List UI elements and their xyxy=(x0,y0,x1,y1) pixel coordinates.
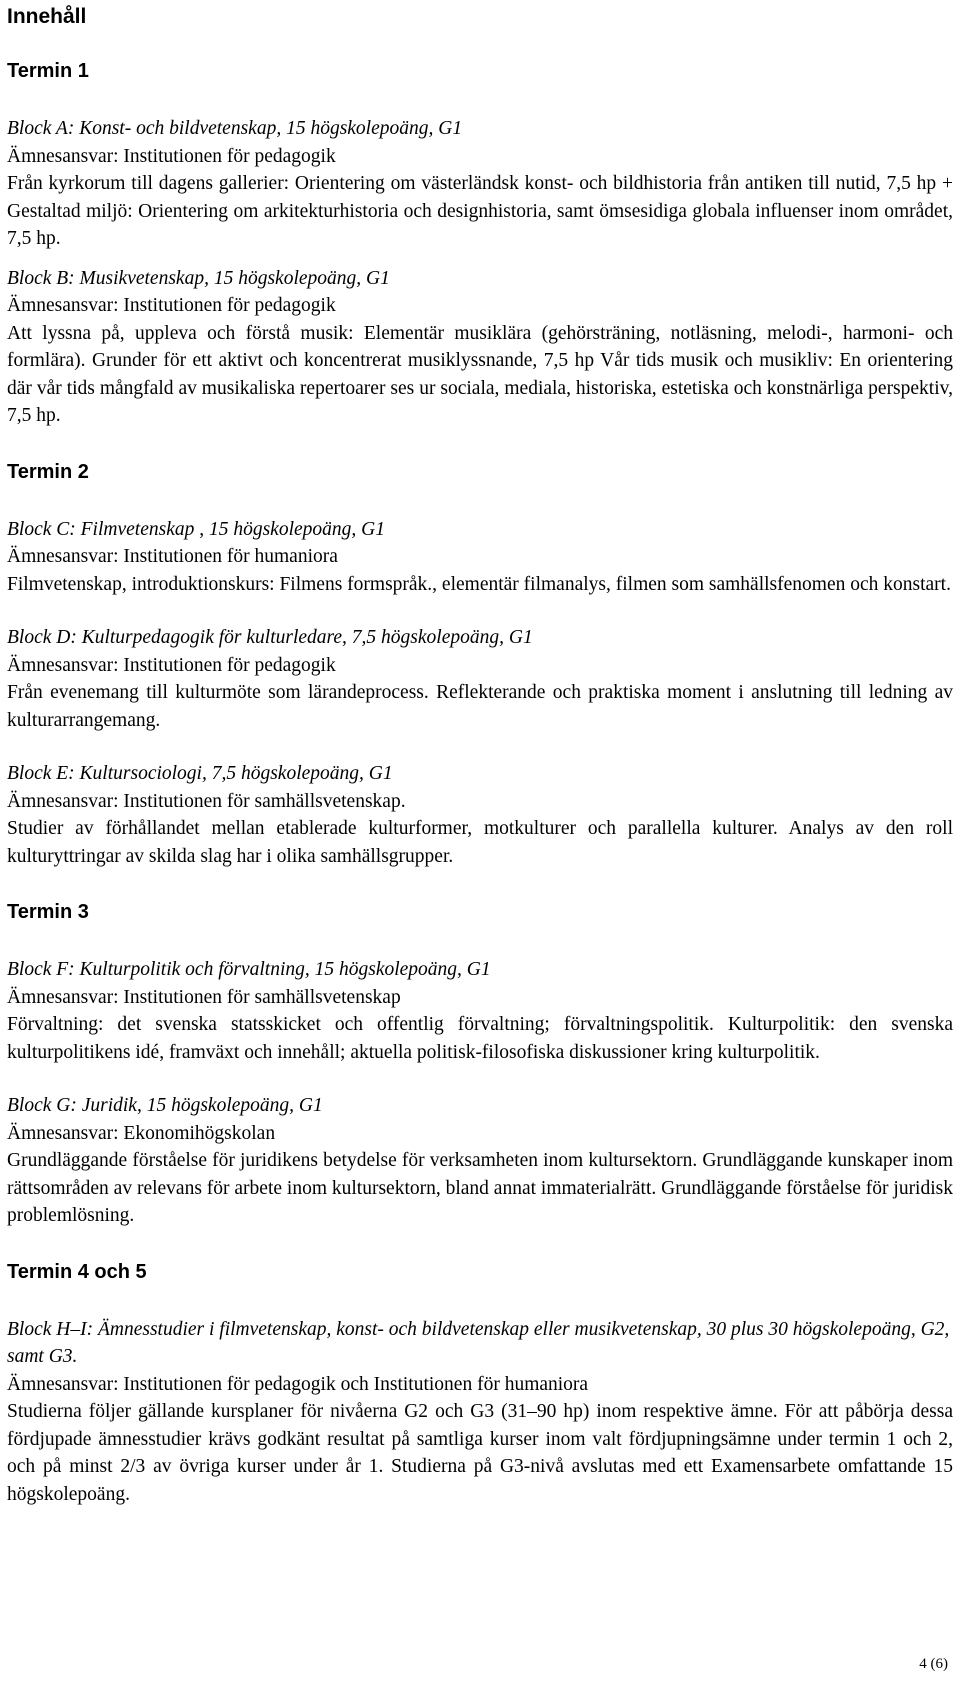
course-block xyxy=(7,956,953,1066)
term-section xyxy=(7,458,953,871)
page-number: 4 (6) xyxy=(919,1656,948,1672)
block-description: Studier av förhållandet mellan etablerade kulturformer, motkulturer och parallella kulturer. Analys av den roll kulturyttringar av skilda slag har i olika samhällsgrupper. xyxy=(7,818,953,867)
course-block xyxy=(7,265,953,430)
block-responsible: Ämnesansvar: Institutionen för humaniora xyxy=(7,546,338,567)
block-description: Från evenemang till kulturmöte som lärandeprocess. Reflekterande och praktiska moment i anslutning till ledning av kulturarrangemang. xyxy=(7,682,953,731)
block-title: Block A: Konst- och bildvetenskap, 15 högskolepoäng, G1 xyxy=(7,118,463,139)
block-title: Block H–I: Ämnesstudier i filmvetenskap, konst- och bildvetenskap eller musikvetenskap, 30 plus 30 högskolepoäng, G2, samt G3. xyxy=(7,1318,950,1367)
block-title: Block B: Musikvetenskap, 15 högskolepoäng, G1 xyxy=(7,267,390,289)
block-responsible: Ämnesansvar: Institutionen för samhällsvetenskap. xyxy=(7,790,406,812)
term-section xyxy=(7,1258,953,1509)
block-description: Att lyssna på, uppleva och förstå musik: Elementär musiklära (gehörsträning, notläsning, melodi-, harmoni- och formlära). Grunder för ett aktivt och koncentrerat musiklyssnande, 7,5 hp Vår tids musik och musikliv: En orientering där vår tids mångfald av musikaliska repertoarer ses ur sociala, mediala, historiska, estetiska och konstnärliga perspektiv, 7,5 hp. xyxy=(7,322,953,426)
term-heading: Termin 2 xyxy=(7,460,89,483)
block-description: Från kyrkorum till dagens gallerier: Orientering om västerländsk konst- och bildhistoria från antiken till nutid, 7,5 hp + Gestaltad miljö: Orientering om arkitekturhistoria och designhistoria, samt ömsesidiga globala influenser inom området, 7,5 hp. xyxy=(7,173,953,249)
block-title: Block D: Kulturpedagogik för kulturledare, 7,5 högskolepoäng, G1 xyxy=(7,627,533,648)
block-title: Block G: Juridik, 15 högskolepoäng, G1 xyxy=(7,1095,323,1116)
block-responsible: Ämnesansvar: Institutionen för pedagogik xyxy=(7,145,336,167)
block-description: Grundläggande förståelse för juridikens betydelse för verksamheten inom kultursektorn. Grundläggande kunskaper inom rättsområden av relevans för arbete inom kultursektorn, bland annat immaterialrätt. Grundläggande förståelse för juridisk problemlösning. xyxy=(7,1150,953,1226)
term-heading: Termin 1 xyxy=(7,60,89,82)
block-description: Filmvetenskap, introduktionskurs: Filmens formspråk., elementär filmanalys, filmen som samhällsfenomen och konstart. xyxy=(7,573,951,595)
page-heading: Innehåll xyxy=(7,5,87,28)
block-description: Förvaltning: det svenska statsskicket och offentlig förvaltning; förvaltningspolitik. Kulturpolitik: den svenska kulturpolitikens idé, framväxt och innehåll; aktuella politisk-filosofiska diskussioner kring kulturpolitik. xyxy=(7,1014,953,1063)
block-responsible: Ämnesansvar: Institutionen för pedagogik och Institutionen för humaniora xyxy=(7,1373,589,1395)
block-title: Block E: Kultursociologi, 7,5 högskolepoäng, G1 xyxy=(7,763,393,784)
course-block xyxy=(7,115,953,253)
term-heading: Termin 3 xyxy=(7,901,89,923)
course-block xyxy=(7,624,953,734)
term-section xyxy=(7,57,953,430)
block-responsible: Ämnesansvar: Ekonomihögskolan xyxy=(7,1122,276,1144)
block-title: Block C: Filmvetenskap , 15 högskolepoäng, G1 xyxy=(7,518,385,540)
block-responsible: Ämnesansvar: Institutionen för pedagogik xyxy=(7,295,336,316)
block-description: Studierna följer gällande kursplaner för nivåerna G2 och G3 (31–90 hp) inom respektive ämne. För att påbörja dessa fördjupade ämnesstudier krävs godkänt resultat på samtliga kurser inom valt fördjupningsämne under termin 1 och 2, och på minst 2/3 av övriga kurser under år 1. Studierna på G3-nivå avslutas med ett Examensarbete omfattande 15 högskolepoäng. xyxy=(7,1401,953,1505)
block-title: Block F: Kulturpolitik och förvaltning, 15 högskolepoäng, G1 xyxy=(7,959,491,980)
course-block xyxy=(7,760,953,870)
document-page xyxy=(7,0,953,1508)
course-block xyxy=(7,516,953,599)
course-block xyxy=(7,1316,953,1509)
block-responsible: Ämnesansvar: Institutionen för samhällsvetenskap xyxy=(7,986,401,1008)
term-heading: Termin 4 och 5 xyxy=(7,1260,147,1283)
course-block xyxy=(7,1092,953,1230)
block-responsible: Ämnesansvar: Institutionen för pedagogik xyxy=(7,654,336,676)
term-section xyxy=(7,898,953,1230)
